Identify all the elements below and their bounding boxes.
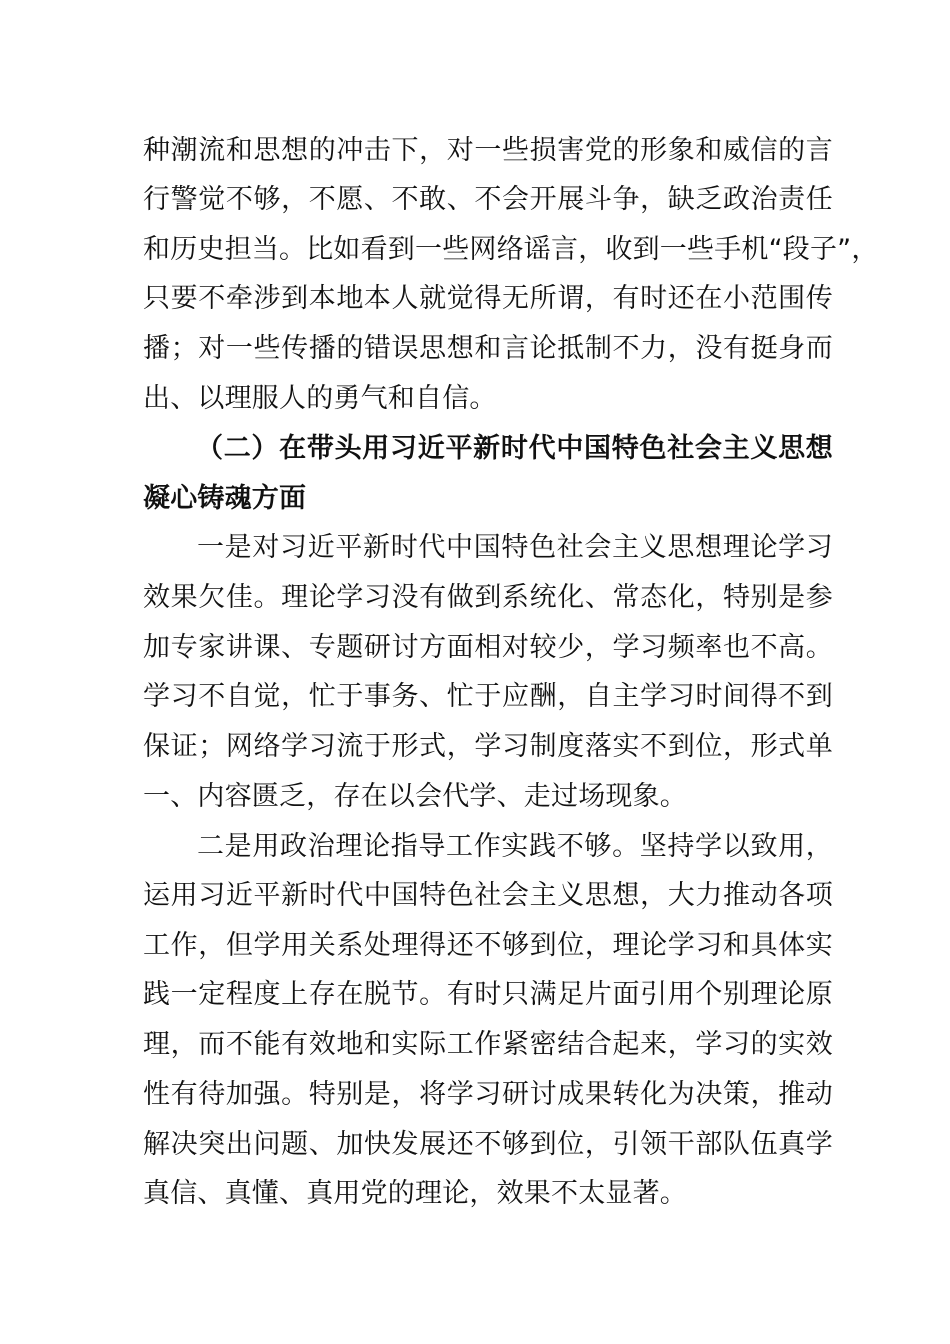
text-line: 效果欠佳。理论学习没有做到系统化、常态化，特别是参 <box>143 582 833 613</box>
text-line: 一、内容匮乏，存在以会代学、走过场现象。 <box>143 781 687 812</box>
text-line: 二是用政治理论指导工作实践不够。坚持学以致用， <box>197 831 833 862</box>
text-line: 种潮流和思想的冲击下，对一些损害党的形象和威信的言 <box>143 135 833 166</box>
text-line: 理，而不能有效地和实际工作紧密结合起来，学习的实效 <box>143 1029 833 1060</box>
heading-line: 凝心铸魂方面 <box>143 483 307 514</box>
text-line: 只要不牵涉到本地本人就觉得无所谓，有时还在小范围传 <box>143 283 833 314</box>
heading-line: （二）在带头用习近平新时代中国特色社会主义思想 <box>196 433 833 464</box>
text-line: 保证；网络学习流于形式，学习制度落实不到位，形式单 <box>143 731 833 762</box>
text-line: 播；对一些传播的错误思想和言论抵制不力，没有挺身而 <box>143 333 833 364</box>
text-line: 性有待加强。特别是，将学习研讨成果转化为决策，推动 <box>143 1079 833 1110</box>
text-line: 和历史担当。比如看到一些网络谣言，收到一些手机“段子”， <box>143 234 879 265</box>
text-line: 真信、真懂、真用党的理论，效果不太显著。 <box>143 1178 687 1209</box>
text-line: 工作，但学用关系处理得还不够到位，理论学习和具体实 <box>143 930 833 961</box>
text-line: 践一定程度上存在脱节。有时只满足片面引用个别理论原 <box>143 979 833 1010</box>
text-line: 运用习近平新时代中国特色社会主义思想，大力推动各项 <box>143 880 833 911</box>
text-line: 加专家讲课、专题研讨方面相对较少，学习频率也不高。 <box>143 632 833 663</box>
text-line: 解决突出问题、加快发展还不够到位，引领干部队伍真学 <box>143 1129 833 1160</box>
text-line: 行警觉不够，不愿、不敢、不会开展斗争，缺乏政治责任 <box>143 184 833 215</box>
text-line: 出、以理服人的勇气和自信。 <box>143 383 497 414</box>
text-line: 学习不自觉，忙于事务、忙于应酬，自主学习时间得不到 <box>143 681 833 712</box>
text-line: 一是对习近平新时代中国特色社会主义思想理论学习 <box>197 532 833 563</box>
